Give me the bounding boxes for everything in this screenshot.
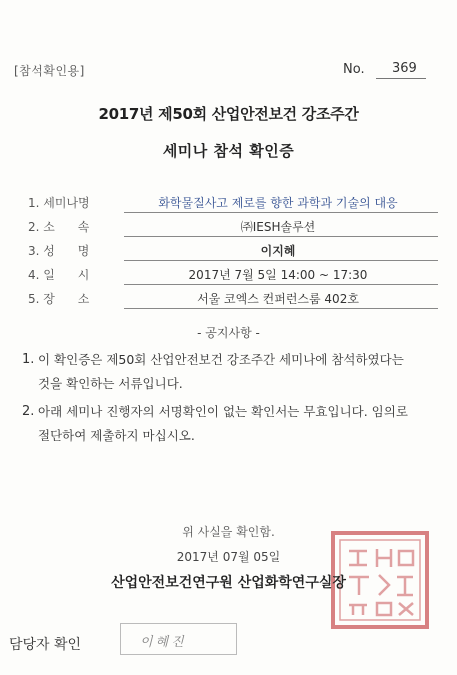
document-title: 2017년 제50회 산업안전보건 강조주간 bbox=[98, 105, 359, 123]
underline bbox=[124, 260, 438, 261]
notice-heading: - 공지사항 - bbox=[197, 326, 260, 340]
underline bbox=[124, 284, 438, 285]
serial-number-underline bbox=[376, 78, 426, 79]
info-value: 2017년 7월 5일 14:00 ~ 17:30 bbox=[188, 268, 368, 282]
issuing-organization: 산업안전보건연구원 산업화학연구실장 bbox=[111, 575, 346, 591]
notice-item-2 bbox=[38, 400, 438, 448]
info-row-datetime bbox=[28, 264, 433, 286]
issue-date: 2017년 07월 05일 bbox=[176, 550, 281, 564]
confirmation-statement: 위 사실을 확인함. bbox=[182, 525, 275, 539]
handwritten-signature: 이혜진 bbox=[140, 635, 187, 650]
document-subtitle: 세미나 참석 확인증 bbox=[162, 142, 295, 160]
info-value: 서울 코엑스 컨퍼런스룸 402호 bbox=[197, 292, 359, 306]
notice-line: 것을 확인하는 서류입니다. bbox=[38, 376, 183, 391]
notice-item-number: 1. bbox=[22, 352, 35, 367]
info-value: 이지혜 bbox=[260, 244, 296, 258]
notice-line: 절단하여 제출하지 마십시오. bbox=[38, 428, 195, 443]
info-row-seminar bbox=[28, 192, 433, 214]
notice-item-number: 2. bbox=[22, 404, 35, 419]
info-value: 화학물질사고 제로를 향한 과학과 기술의 대응 bbox=[158, 196, 398, 210]
info-label: 5. 장 소 bbox=[28, 292, 90, 306]
info-label: 3. 성 명 bbox=[28, 244, 90, 258]
info-label: 1. 세미나명 bbox=[28, 196, 90, 210]
notice-line: 이 확인증은 제50회 산업안전보건 강조주간 세미나에 참석하였다는 bbox=[38, 352, 404, 367]
underline bbox=[124, 236, 438, 237]
notice-item-1 bbox=[38, 348, 438, 396]
info-value: ㈜IESH솔루션 bbox=[240, 220, 316, 234]
info-label: 2. 소 속 bbox=[28, 220, 90, 234]
info-row-name bbox=[28, 240, 433, 262]
info-label: 4. 일 시 bbox=[28, 268, 90, 282]
underline bbox=[124, 212, 438, 213]
usage-tag: [참석확인용] bbox=[14, 64, 85, 78]
info-row-location bbox=[28, 288, 433, 310]
notice-line: 아래 세미나 진행자의 서명확인이 없는 확인서는 무효입니다. 임의로 bbox=[38, 404, 408, 419]
info-row-affiliation bbox=[28, 216, 433, 238]
serial-number-label: No. bbox=[343, 62, 365, 77]
serial-number-value: 369 bbox=[392, 61, 417, 76]
handler-confirm-label: 담당자 확인 bbox=[9, 637, 82, 653]
underline bbox=[124, 308, 438, 309]
